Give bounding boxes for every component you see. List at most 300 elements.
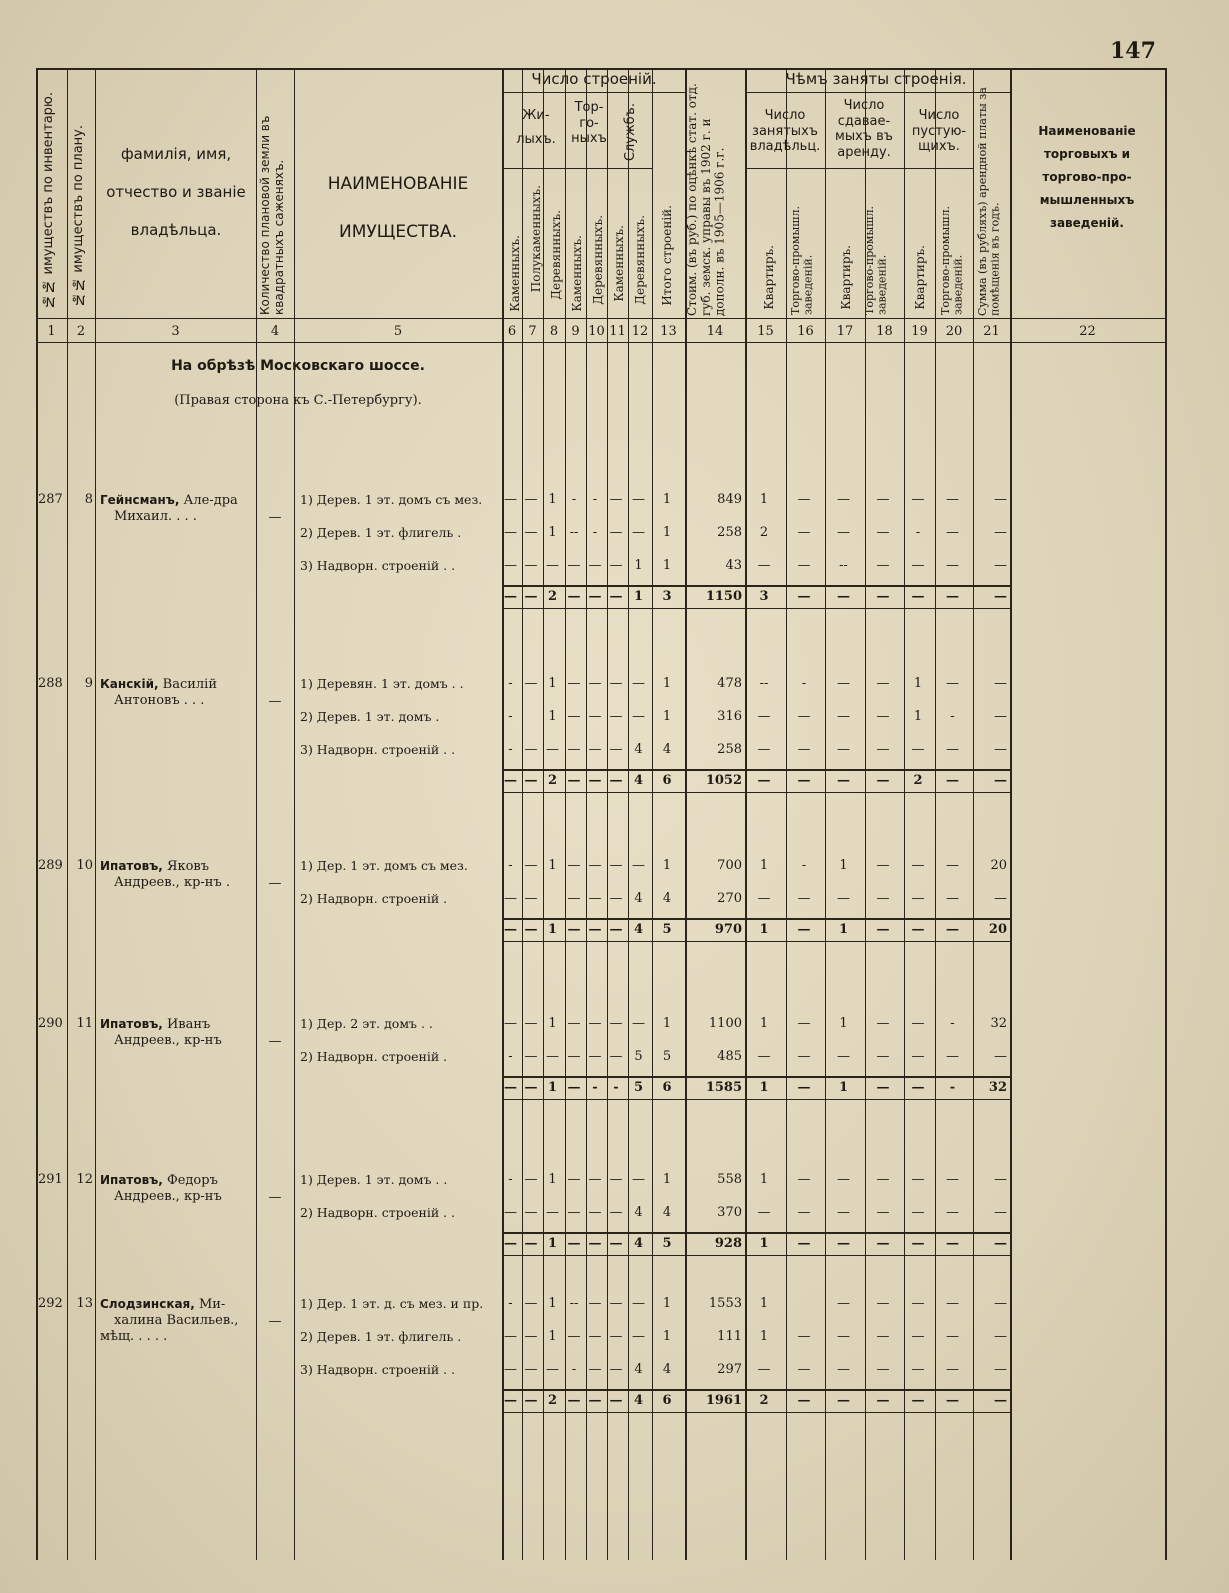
data-cell: — <box>876 858 890 873</box>
total-cell: 1961 <box>705 1393 742 1408</box>
column-number: 15 <box>757 324 774 339</box>
plan-number: 13 <box>76 1296 93 1311</box>
column-rule <box>1010 68 1012 1560</box>
property-name: 2) Дерев. 1 эт. флигель . <box>300 525 462 540</box>
data-cell: — <box>946 1049 959 1064</box>
data-cell: -- <box>759 676 769 691</box>
total-cell: — <box>837 1393 850 1408</box>
total-cell: — <box>994 773 1007 788</box>
data-cell: — <box>588 1016 602 1031</box>
total-cell: 1 <box>547 922 558 937</box>
data-cell: — <box>632 858 645 873</box>
total-cell: — <box>609 589 623 604</box>
data-cell: — <box>797 1172 811 1187</box>
data-cell: -- <box>569 525 579 540</box>
data-cell: — <box>837 492 850 507</box>
data-cell: — <box>876 676 890 691</box>
total-cell: 20 <box>988 922 1007 937</box>
data-cell: — <box>567 1172 581 1187</box>
data-cell: 32 <box>990 1016 1007 1031</box>
header-sub-residential-2: лыхъ. <box>516 131 556 147</box>
data-cell: — <box>546 1049 559 1064</box>
header-col10: Деревянныхъ. <box>591 215 605 305</box>
data-cell: — <box>609 1205 623 1220</box>
data-cell: — <box>994 1296 1007 1311</box>
data-cell: — <box>567 1049 581 1064</box>
total-cell: 1150 <box>705 589 742 604</box>
total-cell: — <box>911 922 925 937</box>
data-cell: — <box>504 1016 517 1031</box>
data-cell: — <box>994 1049 1007 1064</box>
total-cell: — <box>994 589 1007 604</box>
header-sub-residential-1: Жи- <box>522 108 550 123</box>
data-cell: — <box>876 1172 890 1187</box>
total-cell: 1 <box>547 1236 558 1251</box>
data-cell: 1 <box>662 492 672 507</box>
inventory-number: 289 <box>38 858 63 873</box>
total-cell: 3 <box>662 589 672 604</box>
data-cell: — <box>524 1362 538 1377</box>
column-number: 16 <box>797 324 814 339</box>
data-cell: — <box>797 1329 811 1344</box>
data-cell: — <box>632 492 645 507</box>
data-cell: — <box>911 1329 925 1344</box>
total-cell: — <box>588 1393 602 1408</box>
data-cell: — <box>876 1016 890 1031</box>
property-name: 1) Дер. 2 эт. домъ . . <box>300 1016 433 1031</box>
data-cell: 258 <box>717 742 742 757</box>
column-rule <box>36 68 38 1560</box>
property-name: 1) Дерев. 1 эт. домъ съ мез. <box>300 492 483 507</box>
total-cell: — <box>797 773 811 788</box>
total-cell: 2 <box>547 1393 558 1408</box>
header-col3-line2: отчество и званіе <box>106 183 246 201</box>
data-cell: 1 <box>759 1296 769 1311</box>
owner-given: Василій <box>158 677 218 692</box>
total-cell: — <box>911 1236 925 1251</box>
column-number: 22 <box>1079 324 1096 339</box>
total-rule <box>502 1255 1010 1256</box>
owner-detail: Андреев., кр-нъ <box>114 1189 222 1204</box>
data-cell: - <box>801 676 807 691</box>
data-cell: - <box>801 858 807 873</box>
data-cell: 316 <box>717 709 742 724</box>
header-col6: Каменныхъ. <box>508 235 522 312</box>
total-cell: 1 <box>547 1080 558 1095</box>
data-cell: — <box>946 1362 959 1377</box>
data-cell: - <box>592 492 598 507</box>
data-cell: — <box>632 1329 645 1344</box>
data-cell: — <box>588 676 602 691</box>
total-cell: — <box>946 589 959 604</box>
data-cell: 1 <box>548 858 557 873</box>
data-cell: 1 <box>548 492 557 507</box>
total-cell: — <box>797 1393 811 1408</box>
total-cell: 3 <box>759 589 769 604</box>
inventory-number: 288 <box>38 676 63 691</box>
data-cell: 270 <box>717 891 742 906</box>
owner-surname: Ипатовъ, <box>100 1017 163 1031</box>
header-col21: Сумма (въ рубляхъ) арендной платы за помѣщенія въ годъ. <box>976 87 1002 316</box>
data-cell: — <box>632 525 645 540</box>
data-cell: 4 <box>662 742 672 757</box>
data-cell: 1 <box>548 676 557 691</box>
header-col20: Торгово-промышл. заведеній. <box>939 206 965 315</box>
total-cell: — <box>911 589 925 604</box>
data-cell: — <box>609 558 623 573</box>
data-cell: — <box>946 558 959 573</box>
property-name: 2) Дерев. 1 эт. домъ . <box>300 709 440 724</box>
data-cell: — <box>876 1205 890 1220</box>
data-cell: — <box>524 558 538 573</box>
header-sub-empty <box>904 108 974 155</box>
data-cell: — <box>524 1296 538 1311</box>
owner-surname: Ипатовъ, <box>100 859 163 873</box>
data-cell: 1 <box>759 1329 769 1344</box>
data-cell: — <box>797 525 811 540</box>
total-cell: 1 <box>759 1236 769 1251</box>
total-cell: 5 <box>662 922 672 937</box>
header-col19: Квартиръ. <box>913 245 927 310</box>
owner-given: Федоръ <box>162 1173 218 1188</box>
data-cell: — <box>524 1172 538 1187</box>
header-sub-owner-2: занятыхъ <box>752 123 818 139</box>
data-cell: — <box>911 1362 925 1377</box>
header-sub-trade <box>567 100 611 147</box>
total-cell: — <box>797 589 811 604</box>
data-cell: — <box>797 1205 811 1220</box>
total-cell: - <box>613 1080 619 1095</box>
total-cell: — <box>994 1236 1007 1251</box>
data-cell: — <box>504 492 517 507</box>
data-cell: 258 <box>717 525 742 540</box>
data-cell: — <box>946 1329 959 1344</box>
total-cell: 6 <box>662 1393 672 1408</box>
data-cell: — <box>911 492 925 507</box>
header-col5-line1: НАИМЕНОВАНІЕ <box>327 174 469 194</box>
data-cell: 20 <box>990 858 1007 873</box>
total-cell: — <box>876 1393 890 1408</box>
total-cell: 32 <box>988 1080 1007 1095</box>
property-name: 1) Дерев. 1 эт. домъ . . <box>300 1172 448 1187</box>
property-name: 3) Надворн. строеній . . <box>300 742 456 757</box>
data-cell: — <box>524 1329 538 1344</box>
owner-detail: Михаил. . . . <box>114 509 197 524</box>
data-cell: — <box>524 1205 538 1220</box>
owner-given: Яковъ <box>162 859 209 874</box>
data-cell: — <box>911 1296 925 1311</box>
data-cell: 1 <box>759 492 769 507</box>
data-cell: - <box>508 858 513 873</box>
owner-surname: Гейнсманъ, <box>100 493 180 507</box>
owner-detail: халина Васильев., <box>114 1313 239 1328</box>
total-cell: — <box>567 1393 581 1408</box>
total-cell: — <box>797 922 811 937</box>
data-cell: 1 <box>913 709 923 724</box>
column-number: 3 <box>171 324 180 339</box>
header-col1: №№ имуществъ по инвентарю. <box>41 92 56 309</box>
data-cell: — <box>567 676 581 691</box>
data-cell: — <box>504 558 517 573</box>
column-rule <box>294 68 295 1560</box>
total-rule <box>502 608 1010 609</box>
land-area: — <box>268 1190 282 1205</box>
property-name: 2) Надворн. строеній . <box>300 891 448 906</box>
total-cell: — <box>837 1236 850 1251</box>
owner-name <box>100 1172 222 1205</box>
header-col11: Каменныхъ. <box>612 225 626 302</box>
total-cell: — <box>757 773 771 788</box>
total-rule <box>502 1389 1010 1391</box>
data-cell: - <box>592 525 598 540</box>
total-rule <box>502 941 1010 942</box>
total-cell: — <box>524 773 538 788</box>
data-cell: — <box>837 1362 850 1377</box>
data-cell: 1553 <box>708 1296 742 1311</box>
total-cell: — <box>567 922 581 937</box>
header-sub-trade-3: ныхъ <box>571 131 607 147</box>
total-cell: — <box>876 773 890 788</box>
data-cell: — <box>524 1016 538 1031</box>
column-number: 5 <box>393 324 403 339</box>
data-cell: — <box>588 858 602 873</box>
column-number: 2 <box>76 324 86 339</box>
data-cell: - <box>915 525 921 540</box>
data-cell: — <box>609 676 623 691</box>
data-cell: 4 <box>662 1362 672 1377</box>
land-area: — <box>268 876 282 891</box>
plan-number: 11 <box>76 1016 93 1031</box>
data-cell: — <box>757 742 771 757</box>
total-cell: 4 <box>633 1236 644 1251</box>
data-cell: — <box>797 1049 811 1064</box>
data-cell: — <box>588 1205 602 1220</box>
plan-number: 12 <box>76 1172 93 1187</box>
owner-name <box>100 858 230 891</box>
data-cell: — <box>546 1362 559 1377</box>
column-number: 14 <box>706 324 724 339</box>
total-cell: — <box>797 1236 811 1251</box>
data-cell: — <box>609 492 623 507</box>
total-cell: — <box>524 1080 538 1095</box>
header-sub-rented-2: сдавае- <box>837 113 891 129</box>
header-col3-line1: фамилія, имя, <box>120 145 232 163</box>
total-cell: 970 <box>714 922 742 937</box>
data-cell: 1 <box>662 1172 672 1187</box>
header-col17: Квартиръ. <box>839 245 853 310</box>
column-number: 11 <box>609 324 626 339</box>
data-cell: 1 <box>662 676 672 691</box>
subgroup-rule <box>745 92 1010 93</box>
total-cell: — <box>524 922 538 937</box>
property-name: 3) Надворн. строеній . . <box>300 1362 456 1377</box>
data-cell: — <box>797 742 811 757</box>
data-cell: — <box>609 1049 623 1064</box>
data-cell: 1 <box>662 709 672 724</box>
total-cell: — <box>876 1236 890 1251</box>
column-rule <box>1165 68 1167 1560</box>
data-cell: — <box>946 492 959 507</box>
total-rule <box>502 769 1010 771</box>
total-cell: — <box>588 1236 602 1251</box>
data-cell: — <box>946 858 959 873</box>
data-cell: — <box>632 1016 645 1031</box>
data-cell: — <box>504 891 517 906</box>
data-cell: 1 <box>759 1172 769 1187</box>
column-number: 10 <box>588 324 605 339</box>
column-rule <box>67 68 68 1560</box>
data-cell: 1 <box>548 1329 557 1344</box>
data-cell: — <box>546 558 559 573</box>
subgroup-rule <box>502 92 685 93</box>
data-cell: — <box>797 1016 811 1031</box>
column-number: 20 <box>945 324 963 339</box>
total-cell: 4 <box>633 773 644 788</box>
data-cell: — <box>911 891 925 906</box>
header-col3-line3: владѣльца. <box>130 221 222 239</box>
data-cell: — <box>609 858 623 873</box>
header-col7: Полукаменныхъ. <box>529 185 543 293</box>
total-cell: 5 <box>662 1236 672 1251</box>
data-cell: — <box>524 891 538 906</box>
total-cell: 5 <box>633 1080 644 1095</box>
data-cell: — <box>994 525 1007 540</box>
header-sub-trade-1: Тор- <box>574 100 604 115</box>
data-cell: - <box>508 1172 513 1187</box>
data-cell: -- <box>569 1296 579 1311</box>
data-cell: 370 <box>717 1205 742 1220</box>
data-cell: — <box>524 676 538 691</box>
data-cell: 111 <box>717 1329 742 1344</box>
total-cell: — <box>837 773 850 788</box>
total-cell: — <box>504 1080 517 1095</box>
column-rule <box>256 68 257 1560</box>
property-name: 2) Дерев. 1 эт. флигель . <box>300 1329 462 1344</box>
data-cell: - <box>571 492 577 507</box>
data-cell: — <box>876 492 890 507</box>
data-cell: — <box>567 891 581 906</box>
data-cell: — <box>546 742 559 757</box>
total-cell: 2 <box>759 1393 769 1408</box>
header-col22-line5: заведеній. <box>1049 216 1124 230</box>
data-cell: — <box>837 525 850 540</box>
header-bottom-rule <box>36 318 1165 319</box>
data-cell: — <box>797 891 811 906</box>
data-cell: — <box>946 891 959 906</box>
data-cell: — <box>567 858 581 873</box>
data-cell: — <box>609 891 623 906</box>
data-cell: 700 <box>717 858 742 873</box>
header-sub-rented-3: мыхъ въ <box>835 129 893 145</box>
data-cell: 1 <box>662 525 672 540</box>
data-cell: — <box>837 1296 850 1311</box>
data-cell: - <box>950 1016 955 1031</box>
property-name: 1) Дер. 1 эт. домъ съ мез. <box>300 858 468 873</box>
header-col18: Торгово-промышл. заведеній. <box>863 206 889 315</box>
total-cell: — <box>837 589 850 604</box>
header-sub-trade-2: го- <box>579 115 599 131</box>
total-cell: — <box>911 1393 925 1408</box>
data-cell: 1 <box>548 525 557 540</box>
data-cell: — <box>588 742 602 757</box>
total-cell: — <box>504 1236 517 1251</box>
header-col22-line3: торгово-про- <box>1042 170 1132 184</box>
land-area: — <box>268 1034 282 1049</box>
data-cell: 4 <box>634 891 643 906</box>
data-cell: 1 <box>634 558 643 573</box>
header-group-occupied: Чѣмъ заняты строенія. <box>785 70 967 88</box>
data-cell: — <box>609 1296 623 1311</box>
data-cell: — <box>609 1172 623 1187</box>
data-cell: — <box>837 891 850 906</box>
data-cell: - <box>508 1049 513 1064</box>
total-cell: — <box>567 1080 581 1095</box>
total-cell: — <box>609 1236 623 1251</box>
total-cell: 2 <box>547 773 558 788</box>
data-cell: — <box>946 1205 959 1220</box>
data-cell: 1 <box>662 1329 672 1344</box>
data-cell: — <box>588 1362 602 1377</box>
header-group-count: Число строеній. <box>531 70 657 88</box>
data-cell: — <box>609 1016 623 1031</box>
data-cell: — <box>588 1049 602 1064</box>
data-cell: — <box>994 558 1007 573</box>
header-col13: Итого строеній. <box>660 205 674 306</box>
data-cell: — <box>994 676 1007 691</box>
data-cell: — <box>588 1296 602 1311</box>
data-cell: 478 <box>717 676 742 691</box>
data-cell: 4 <box>662 1205 672 1220</box>
total-cell: - <box>949 1080 956 1095</box>
total-cell: — <box>876 922 890 937</box>
header-col5 <box>298 160 498 256</box>
total-rule <box>502 1232 1010 1234</box>
total-cell: — <box>567 1236 581 1251</box>
header-col12: Деревянныхъ. <box>633 215 647 305</box>
data-cell: 4 <box>634 742 643 757</box>
header-sub-empty-1: Число <box>918 108 960 123</box>
property-name: 1) Дер. 1 эт. д. съ мез. и пр. <box>300 1296 484 1311</box>
data-cell: 1 <box>548 1172 557 1187</box>
data-cell: - <box>571 1362 577 1377</box>
data-cell: 2 <box>759 525 769 540</box>
owner-name <box>100 1016 222 1049</box>
column-number: 7 <box>528 324 537 339</box>
header-sub-rented <box>826 98 902 160</box>
total-cell: — <box>946 1393 959 1408</box>
data-cell: — <box>911 1205 925 1220</box>
owner-given: Иванъ <box>162 1017 211 1032</box>
data-cell: — <box>911 1172 925 1187</box>
data-cell: 4 <box>662 891 672 906</box>
data-cell: — <box>757 709 771 724</box>
header-col22-line1: Наименованіе <box>1038 124 1136 138</box>
data-cell: 4 <box>634 1205 643 1220</box>
total-cell: — <box>609 1393 623 1408</box>
data-cell: — <box>632 1172 645 1187</box>
total-rule <box>502 1412 1010 1413</box>
data-cell: 1 <box>662 858 672 873</box>
data-cell: — <box>757 1205 771 1220</box>
total-rule <box>502 585 1010 587</box>
total-cell: 1 <box>838 922 849 937</box>
subgroup-rule <box>502 168 652 169</box>
total-cell: — <box>876 1080 890 1095</box>
inventory-number: 291 <box>38 1172 63 1187</box>
owner-surname: Ипатовъ, <box>100 1173 163 1187</box>
total-cell: — <box>588 922 602 937</box>
data-cell: — <box>994 709 1007 724</box>
